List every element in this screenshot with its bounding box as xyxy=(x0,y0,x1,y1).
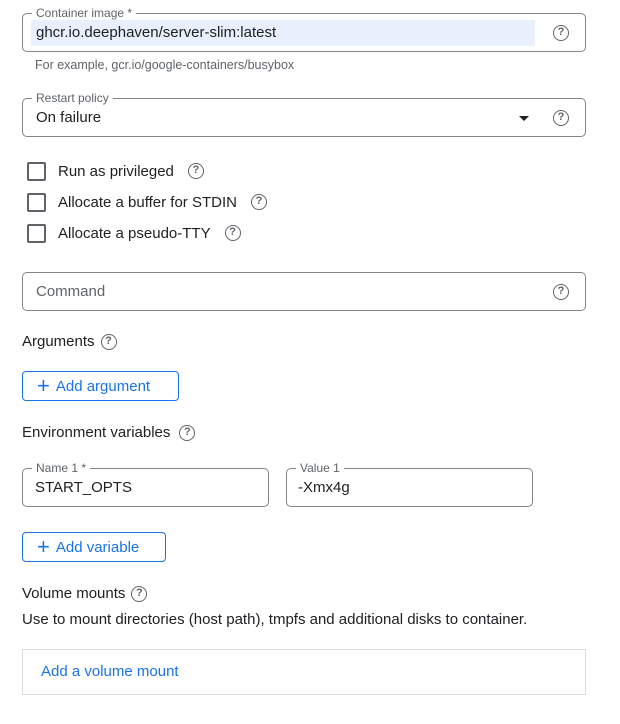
checkbox-run-as-privileged[interactable] xyxy=(27,160,204,182)
arguments-title-text: Arguments xyxy=(22,333,95,350)
checkbox-label: Run as privileged xyxy=(58,162,174,180)
restart-policy-select[interactable] xyxy=(22,91,586,137)
restart-policy-value: On failure xyxy=(36,109,102,126)
container-image-field[interactable] xyxy=(22,6,586,52)
env-value-field[interactable] xyxy=(286,461,533,507)
env-value-value[interactable]: -Xmx4g xyxy=(298,479,350,496)
plus-icon: + xyxy=(37,373,50,398)
command-placeholder: Command xyxy=(36,283,106,300)
volume-mounts-title-text: Volume mounts xyxy=(22,585,126,602)
volume-mounts-title xyxy=(22,585,147,602)
checkbox-box[interactable] xyxy=(27,193,46,212)
container-image-label: Container image * xyxy=(32,6,136,20)
env-name-value[interactable]: START_OPTS xyxy=(35,479,132,496)
help-circle-icon[interactable]: ? xyxy=(553,284,569,300)
env-value-label: Value 1 xyxy=(296,461,344,475)
help-circle-icon[interactable]: ? xyxy=(251,194,267,210)
checkbox-label: Allocate a buffer for STDIN xyxy=(58,193,237,211)
add-argument-label: Add argument xyxy=(55,377,151,395)
arguments-title xyxy=(22,333,117,350)
help-circle-icon[interactable]: ? xyxy=(225,225,241,241)
help-circle-icon[interactable]: ? xyxy=(553,110,569,126)
env-name-label: Name 1 * xyxy=(32,461,90,475)
help-circle-icon[interactable]: ? xyxy=(553,25,569,41)
help-circle-icon[interactable]: ? xyxy=(188,163,204,179)
volume-mounts-description: Use to mount directories (host path), tmpfs and additional disks to container. xyxy=(22,611,528,628)
command-field[interactable] xyxy=(22,272,586,311)
add-argument-button[interactable] xyxy=(22,371,179,401)
environment-variables-title xyxy=(22,424,195,441)
help-circle-icon[interactable]: ? xyxy=(101,334,117,350)
checkbox-allocate-stdin[interactable] xyxy=(27,191,267,213)
environment-variables-title-text: Environment variables xyxy=(22,424,171,441)
dropdown-arrow-icon[interactable] xyxy=(519,116,529,121)
add-volume-mount-link[interactable]: Add a volume mount xyxy=(41,663,179,680)
checkbox-box[interactable] xyxy=(27,224,46,243)
checkbox-allocate-tty[interactable] xyxy=(27,222,241,244)
help-circle-icon[interactable]: ? xyxy=(131,586,147,602)
container-image-value[interactable]: ghcr.io.deephaven/server-slim:latest xyxy=(36,24,277,41)
env-name-field[interactable] xyxy=(22,461,269,507)
help-circle-icon[interactable]: ? xyxy=(179,425,195,441)
restart-policy-label: Restart policy xyxy=(32,91,113,105)
add-variable-button[interactable] xyxy=(22,532,166,562)
checkbox-label: Allocate a pseudo-TTY xyxy=(58,224,211,242)
volume-mount-panel xyxy=(22,649,586,695)
container-image-hint: For example, gcr.io/google-containers/busybox xyxy=(35,58,295,72)
plus-icon: + xyxy=(37,534,50,559)
checkbox-box[interactable] xyxy=(27,162,46,181)
add-variable-label: Add variable xyxy=(55,538,140,556)
